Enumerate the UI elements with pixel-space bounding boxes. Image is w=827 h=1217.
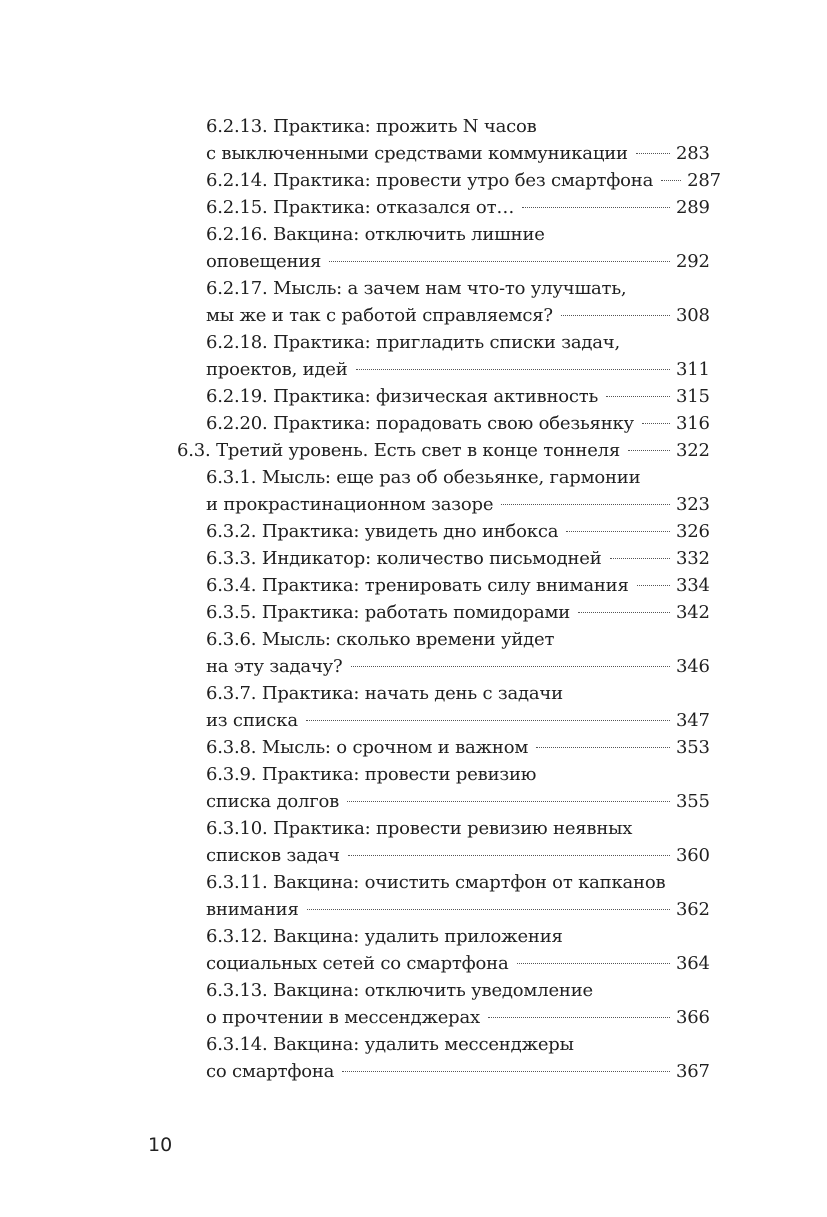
toc-entry-title-line: 6.2.14. Практика: провести утро без смартфона <box>206 170 654 191</box>
toc-entry-last-line <box>206 410 708 437</box>
dot-leader <box>307 909 670 910</box>
toc-entry-page-number: 346 <box>676 656 710 677</box>
toc-entry-page-number: 316 <box>676 413 710 434</box>
toc-subsection-entry[interactable] <box>206 194 708 221</box>
dot-leader <box>522 207 670 208</box>
toc-entry-title-line: с выключенными средствами коммуникации <box>206 143 628 164</box>
toc-subsection-entry[interactable] <box>206 815 708 869</box>
dot-leader <box>306 720 670 721</box>
toc-subsection-entry[interactable] <box>206 1031 708 1085</box>
dot-leader <box>661 180 681 181</box>
toc-subsection-entry[interactable] <box>206 329 708 383</box>
dot-leader <box>642 423 670 424</box>
toc-entry-title-line: 6.2.17. Мысль: а зачем нам что-то улучшать, <box>206 278 627 299</box>
toc-entry-title-line: 6.3.13. Вакцина: отключить уведомление <box>206 980 593 1001</box>
dot-leader <box>517 963 670 964</box>
toc-subsection-entry[interactable] <box>206 383 708 410</box>
toc-subsection-entry[interactable] <box>206 464 708 518</box>
dot-leader <box>606 396 670 397</box>
toc-entry-last-line <box>206 356 708 383</box>
toc-entry-page-number: 362 <box>676 899 710 920</box>
toc-entry-page-number: 315 <box>676 386 710 407</box>
toc-subsection-entry[interactable] <box>206 680 708 734</box>
dot-leader <box>351 666 670 667</box>
toc-entry-title-line: 6.3.4. Практика: тренировать силу внимания <box>206 575 629 596</box>
toc-subsection-entry[interactable] <box>206 626 708 680</box>
toc-entry-title-line: 6.2.19. Практика: физическая активность <box>206 386 599 407</box>
toc-entry-page-number: 367 <box>676 1061 710 1082</box>
toc-entry-title-line: и прокрастинационном зазоре <box>206 494 494 515</box>
toc-entry-last-line <box>206 383 708 410</box>
toc-subsection-entry[interactable] <box>206 761 708 815</box>
toc-entry-last-line <box>206 788 708 815</box>
toc-entry-title-line: 6.2.13. Практика: прожить N часов <box>206 116 537 137</box>
toc-subsection-entry[interactable] <box>206 572 708 599</box>
toc-entry-title-line: 6.3.10. Практика: провести ревизию неявных <box>206 818 633 839</box>
toc-entry-page-number: 323 <box>676 494 710 515</box>
dot-leader <box>628 450 670 451</box>
toc-entry-page-number: 283 <box>676 143 710 164</box>
dot-leader <box>347 801 670 802</box>
toc-entry-page-number: 366 <box>676 1007 710 1028</box>
toc-entry-title-line: 6.3.9. Практика: провести ревизию <box>206 764 537 785</box>
toc-entry-title-line: 6.2.18. Практика: пригладить списки задач, <box>206 332 621 353</box>
dot-leader <box>636 153 670 154</box>
toc-subsection-entry[interactable] <box>206 977 708 1031</box>
toc-entry-title-line: внимания <box>206 899 299 920</box>
toc-entry-title-line: списков задач <box>206 845 340 866</box>
toc-entry-title-line: о прочтении в мессенджерах <box>206 1007 480 1028</box>
toc-entry-last-line <box>206 572 708 599</box>
toc-subsection-entry[interactable] <box>206 518 708 545</box>
toc-entry-page-number: 289 <box>676 197 710 218</box>
toc-entry-last-line <box>206 599 708 626</box>
toc-entry-page-number: 364 <box>676 953 710 974</box>
toc-entry-page-number: 322 <box>676 440 710 461</box>
toc-entry-last-line <box>206 518 708 545</box>
dot-leader <box>578 612 670 613</box>
toc-subsection-entry[interactable] <box>206 167 721 194</box>
toc-entry-title-line: оповещения <box>206 251 322 272</box>
toc-entry-last-line <box>206 734 708 761</box>
toc-entry-last-line <box>206 491 708 518</box>
toc-entry-last-line <box>206 653 708 680</box>
dot-leader <box>501 504 670 505</box>
toc-entry-title-line: 6.3. Третий уровень. Есть свет в конце тоннеля <box>177 440 621 461</box>
toc-subsection-entry[interactable] <box>206 734 708 761</box>
toc-entry-last-line <box>206 1004 708 1031</box>
toc-entry-title-line: 6.3.5. Практика: работать помидорами <box>206 602 571 623</box>
toc-entry-last-line <box>206 707 708 734</box>
toc-entry-title-line: из списка <box>206 710 298 731</box>
dot-leader <box>610 558 670 559</box>
toc-entry-last-line <box>206 842 708 869</box>
dot-leader <box>566 531 670 532</box>
toc-entry-title-line: списка долгов <box>206 791 340 812</box>
toc-entry-title-line: проектов, идей <box>206 359 348 380</box>
dot-leader <box>356 369 670 370</box>
toc-entry-title-line: 6.3.6. Мысль: сколько времени уйдет <box>206 629 555 650</box>
toc-entry-last-line <box>206 194 708 221</box>
dot-leader <box>536 747 670 748</box>
toc-entry-title-line: мы же и так с работой справляемся? <box>206 305 553 326</box>
toc-entry-title-line: 6.3.2. Практика: увидеть дно инбокса <box>206 521 559 542</box>
toc-entry-title-line: на эту задачу? <box>206 656 343 677</box>
toc-subsection-entry[interactable] <box>206 410 708 437</box>
toc-entry-title-line: 6.3.12. Вакцина: удалить приложения <box>206 926 563 947</box>
toc-section-entry[interactable] <box>177 437 708 464</box>
toc-entry-page-number: 347 <box>676 710 710 731</box>
toc-entry-title-line: 6.3.14. Вакцина: удалить мессенджеры <box>206 1034 574 1055</box>
toc-entry-title-line: 6.2.20. Практика: порадовать свою обезьянку <box>206 413 634 434</box>
dot-leader <box>488 1017 670 1018</box>
dot-leader <box>329 261 670 262</box>
toc-subsection-entry[interactable] <box>206 923 708 977</box>
toc-entry-title-line: 6.3.11. Вакцина: очистить смартфон от капканов <box>206 872 666 893</box>
toc-subsection-entry[interactable] <box>206 869 708 923</box>
toc-subsection-entry[interactable] <box>206 113 708 167</box>
toc-entry-last-line <box>206 545 708 572</box>
toc-entry-last-line <box>206 140 708 167</box>
toc-entry-page-number: 355 <box>676 791 710 812</box>
toc-entry-last-line <box>177 437 708 464</box>
toc-entry-page-number: 334 <box>676 575 710 596</box>
dot-leader <box>348 855 670 856</box>
toc-entry-title-line: со смартфона <box>206 1061 335 1082</box>
toc-entry-page-number: 353 <box>676 737 710 758</box>
toc-entry-title-line: 6.3.8. Мысль: о срочном и важном <box>206 737 529 758</box>
toc-entry-last-line <box>206 950 708 977</box>
toc-entry-page-number: 342 <box>676 602 710 623</box>
toc-entry-title-line: 6.3.7. Практика: начать день с задачи <box>206 683 563 704</box>
toc-subsection-entry[interactable] <box>206 221 708 275</box>
toc-entry-last-line <box>206 1058 708 1085</box>
table-of-contents <box>0 113 827 1085</box>
dot-leader <box>561 315 670 316</box>
toc-entry-last-line <box>206 167 721 194</box>
toc-subsection-entry[interactable] <box>206 599 708 626</box>
toc-entry-page-number: 326 <box>676 521 710 542</box>
toc-entry-title-line: социальных сетей со смартфона <box>206 953 509 974</box>
dot-leader <box>342 1071 670 1072</box>
toc-entry-page-number: 332 <box>676 548 710 569</box>
toc-entry-title-line: 6.2.16. Вакцина: отключить лишние <box>206 224 545 245</box>
toc-entry-last-line <box>206 302 708 329</box>
toc-entry-page-number: 311 <box>676 359 710 380</box>
toc-entry-last-line <box>206 896 708 923</box>
toc-subsection-entry[interactable] <box>206 545 708 572</box>
toc-entry-page-number: 287 <box>687 170 721 191</box>
toc-entry-page-number: 292 <box>676 251 710 272</box>
toc-entry-page-number: 308 <box>676 305 710 326</box>
toc-entry-page-number: 360 <box>676 845 710 866</box>
toc-subsection-entry[interactable] <box>206 275 708 329</box>
page-number: 10 <box>148 1134 173 1156</box>
toc-entry-last-line <box>206 248 708 275</box>
dot-leader <box>637 585 670 586</box>
toc-entry-title-line: 6.3.1. Мысль: еще раз об обезьянке, гармонии <box>206 467 641 488</box>
toc-entry-title-line: 6.2.15. Практика: отказался от… <box>206 197 515 218</box>
toc-entry-title-line: 6.3.3. Индикатор: количество письмодней <box>206 548 602 569</box>
